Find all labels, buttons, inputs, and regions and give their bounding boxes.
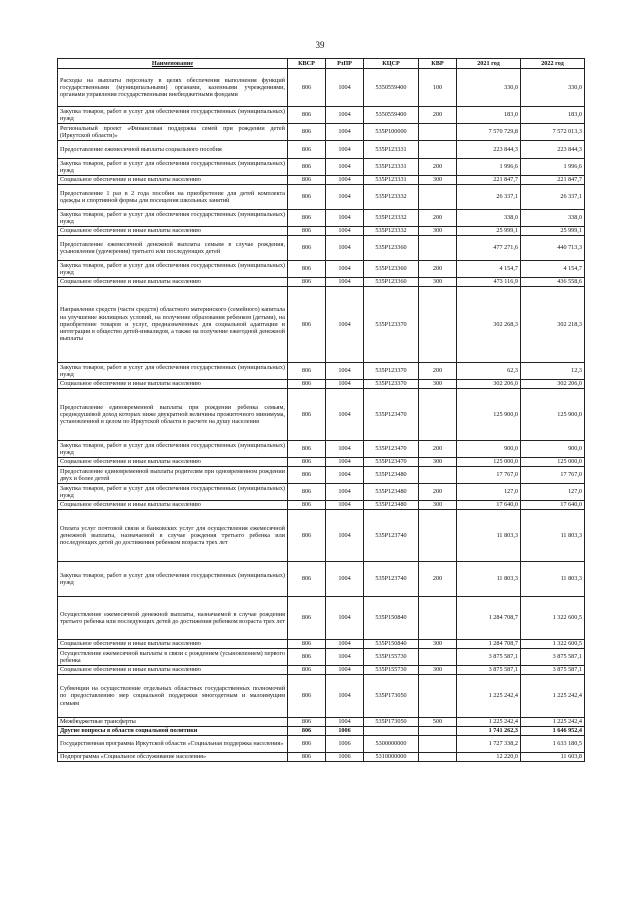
cell-rzpr: 1006 (326, 736, 364, 753)
cell-name: Субвенции на осуществление отдельных областных государственных полномочий по предоставлению мер социальной поддержки многодетным и малоимущим семьям (58, 675, 288, 718)
cell-kcsr: 535P100000 (364, 124, 419, 141)
table-row (58, 501, 585, 510)
cell-2021: 223 844,3 (457, 141, 521, 159)
cell-kvsr: 806 (288, 69, 326, 107)
cell-name: Закупка товаров, работ и услуг для обеспечения государственных (муниципальных) нужд (58, 261, 288, 278)
cell-kvsr: 806 (288, 649, 326, 666)
cell-2021: 62,3 (457, 363, 521, 380)
cell-2021: 12 220,0 (457, 753, 521, 762)
cell-kvr (419, 510, 457, 562)
cell-2021: 4 154,7 (457, 261, 521, 278)
header-year-2021: 2021 год (457, 59, 521, 69)
cell-kvsr: 806 (288, 484, 326, 501)
cell-2021: 7 570 729,8 (457, 124, 521, 141)
cell-2021: 125 000,0 (457, 458, 521, 467)
cell-2022: 440 713,3 (521, 236, 585, 261)
cell-kvsr: 806 (288, 675, 326, 718)
cell-rzpr: 1006 (326, 753, 364, 762)
cell-name: Закупка товаров, работ и услуг для обеспечения государственных (муниципальных) нужд (58, 210, 288, 227)
cell-2021: 125 900,0 (457, 389, 521, 441)
cell-name: Закупка товаров, работ и услуг для обеспечения государственных (муниципальных) нужд (58, 484, 288, 501)
cell-kvsr: 806 (288, 597, 326, 640)
table-row (58, 380, 585, 389)
cell-kvr (419, 287, 457, 363)
cell-name: Социальное обеспечение и иные выплаты населению (58, 227, 288, 236)
cell-name: Социальное обеспечение и иные выплаты населению (58, 380, 288, 389)
cell-rzpr: 1004 (326, 640, 364, 649)
cell-kvr: 300 (419, 278, 457, 287)
cell-2021: 1 225 242,4 (457, 718, 521, 727)
cell-2021: 221 847,7 (457, 176, 521, 185)
cell-kvsr: 806 (288, 185, 326, 210)
cell-kvr: 200 (419, 210, 457, 227)
table-row (58, 287, 585, 363)
table-row (58, 458, 585, 467)
cell-rzpr: 1004 (326, 510, 364, 562)
cell-2021: 3 875 587,1 (457, 649, 521, 666)
cell-2022: 221 847,7 (521, 176, 585, 185)
cell-kvsr: 806 (288, 380, 326, 389)
cell-name: Социальное обеспечение и иные выплаты населению (58, 458, 288, 467)
table-row (58, 753, 585, 762)
cell-kvr: 300 (419, 380, 457, 389)
cell-kcsr: 535P123470 (364, 389, 419, 441)
cell-kvsr: 806 (288, 236, 326, 261)
cell-rzpr: 1004 (326, 210, 364, 227)
cell-2022: 436 558,6 (521, 278, 585, 287)
cell-2022: 127,0 (521, 484, 585, 501)
table-row (58, 261, 585, 278)
header-rzpr: РзПР (326, 59, 364, 69)
cell-kcsr: 5310000000 (364, 753, 419, 762)
cell-name: Закупка товаров, работ и услуг для обеспечения государственных (муниципальных) нужд (58, 107, 288, 124)
cell-name: Межбюджетные трансферты (58, 718, 288, 727)
cell-2021: 183,0 (457, 107, 521, 124)
cell-2021: 302 268,3 (457, 287, 521, 363)
cell-2022: 26 337,1 (521, 185, 585, 210)
table-row (58, 736, 585, 753)
header-kvr: КВР (419, 59, 457, 69)
cell-name: Другие вопросы в области социальной политики (58, 727, 288, 736)
table-row (58, 597, 585, 640)
cell-kcsr: 535P150840 (364, 597, 419, 640)
cell-rzpr: 1004 (326, 124, 364, 141)
cell-2021: 1 727 338,2 (457, 736, 521, 753)
cell-2022: 11 803,3 (521, 510, 585, 562)
cell-rzpr: 1004 (326, 718, 364, 727)
cell-2021: 473 116,9 (457, 278, 521, 287)
cell-2022: 183,0 (521, 107, 585, 124)
cell-2021: 1 284 708,7 (457, 597, 521, 640)
cell-rzpr: 1006 (326, 727, 364, 736)
cell-name: Государственная программа Иркутской области «Социальная поддержка населения» (58, 736, 288, 753)
cell-kvr: 300 (419, 458, 457, 467)
cell-kvr (419, 597, 457, 640)
cell-2022: 1 225 242,4 (521, 675, 585, 718)
budget-table (57, 58, 585, 762)
table-row (58, 227, 585, 236)
cell-name: Направление средств (части средств) областного материнского (семейного) капитала на улучшение жилищных условий, на получение образования ребенком (детьми), на приобретение товаров и услуг, предназначенных для социальной адаптации и интеграции в общество детей-инвалидов, а также на получение ежегодной денежной выплаты (58, 287, 288, 363)
cell-rzpr: 1004 (326, 649, 364, 666)
cell-rzpr: 1004 (326, 389, 364, 441)
cell-2022: 1 322 600,5 (521, 597, 585, 640)
cell-kcsr: 535P123332 (364, 227, 419, 236)
cell-kcsr: 535P123332 (364, 185, 419, 210)
cell-kvsr: 806 (288, 666, 326, 675)
cell-kvsr: 806 (288, 389, 326, 441)
cell-kvr: 300 (419, 666, 457, 675)
cell-name: Социальное обеспечение и иные выплаты населению (58, 501, 288, 510)
cell-name: Закупка товаров, работ и услуг для обеспечения государственных (муниципальных) нужд (58, 441, 288, 458)
cell-name: Закупка товаров, работ и услуг для обеспечения государственных (муниципальных) нужд (58, 562, 288, 597)
cell-kvr (419, 185, 457, 210)
cell-kcsr: 535P155730 (364, 666, 419, 675)
cell-2021: 25 999,1 (457, 227, 521, 236)
cell-kvr: 300 (419, 640, 457, 649)
cell-kvr (419, 124, 457, 141)
cell-kcsr: 535P123740 (364, 562, 419, 597)
cell-rzpr: 1004 (326, 441, 364, 458)
cell-2022: 17 767,0 (521, 467, 585, 484)
cell-2022: 302 206,0 (521, 380, 585, 389)
table-row (58, 185, 585, 210)
cell-2022: 17 640,0 (521, 501, 585, 510)
cell-name: Региональный проект «Финансовая поддержка семей при рождении детей (Иркутской области)» (58, 124, 288, 141)
cell-kvsr: 806 (288, 753, 326, 762)
cell-rzpr: 1004 (326, 107, 364, 124)
cell-kcsr: 535P123331 (364, 176, 419, 185)
cell-kvr: 200 (419, 441, 457, 458)
header-kvsr: КВСР (288, 59, 326, 69)
cell-2021: 17 767,0 (457, 467, 521, 484)
cell-kcsr: 535P123470 (364, 458, 419, 467)
table-row (58, 159, 585, 176)
cell-kvr (419, 389, 457, 441)
table-row (58, 649, 585, 666)
cell-name: Социальное обеспечение и иные выплаты населению (58, 640, 288, 649)
cell-kvsr: 806 (288, 467, 326, 484)
cell-rzpr: 1004 (326, 159, 364, 176)
cell-kvr: 300 (419, 176, 457, 185)
cell-rzpr: 1004 (326, 69, 364, 107)
cell-rzpr: 1004 (326, 380, 364, 389)
cell-2021: 477 271,6 (457, 236, 521, 261)
table-row (58, 236, 585, 261)
cell-kvr: 300 (419, 501, 457, 510)
cell-2022: 1 646 952,4 (521, 727, 585, 736)
cell-kvr: 100 (419, 69, 457, 107)
cell-name: Осуществление ежемесячной выплаты в связи с рождением (усыновлением) первого ребенка (58, 649, 288, 666)
table-row (58, 363, 585, 380)
cell-kvsr: 806 (288, 640, 326, 649)
cell-kvsr: 806 (288, 159, 326, 176)
cell-kvsr: 806 (288, 501, 326, 510)
cell-2022: 1 322 600,5 (521, 640, 585, 649)
cell-2022: 7 572 013,3 (521, 124, 585, 141)
cell-kcsr: 535P123332 (364, 210, 419, 227)
cell-kvr (419, 236, 457, 261)
cell-kvsr: 806 (288, 510, 326, 562)
cell-2021: 3 875 587,1 (457, 666, 521, 675)
cell-rzpr: 1004 (326, 176, 364, 185)
cell-kvr (419, 649, 457, 666)
cell-name: Оплата услуг почтовой связи и банковских услуг для осуществления ежемесячной денежной выплаты, назначаемой в случае рождения третьего ребенка или последующих детей до достижения ребенком возраста трех лет (58, 510, 288, 562)
header-kcsr: КЦСР (364, 59, 419, 69)
table-row (58, 666, 585, 675)
cell-rzpr: 1004 (326, 185, 364, 210)
cell-kvr: 300 (419, 227, 457, 236)
cell-2021: 1 996,6 (457, 159, 521, 176)
cell-kvr (419, 736, 457, 753)
cell-kvsr: 806 (288, 210, 326, 227)
cell-rzpr: 1004 (326, 562, 364, 597)
cell-kcsr: 535P150840 (364, 640, 419, 649)
cell-kvr: 200 (419, 562, 457, 597)
cell-rzpr: 1004 (326, 278, 364, 287)
cell-2022: 900,0 (521, 441, 585, 458)
cell-name: Социальное обеспечение и иные выплаты населению (58, 666, 288, 675)
cell-rzpr: 1004 (326, 467, 364, 484)
table-row (58, 675, 585, 718)
cell-name: Закупка товаров, работ и услуг для обеспечения государственных (муниципальных) нужд (58, 363, 288, 380)
cell-rzpr: 1004 (326, 261, 364, 278)
cell-2021: 127,0 (457, 484, 521, 501)
table-row (58, 441, 585, 458)
cell-2022: 11 603,8 (521, 753, 585, 762)
cell-rzpr: 1004 (326, 458, 364, 467)
table-row (58, 141, 585, 159)
table-row (58, 210, 585, 227)
table-row (58, 562, 585, 597)
cell-2021: 900,0 (457, 441, 521, 458)
table-row (58, 484, 585, 501)
cell-2021: 1 284 708,7 (457, 640, 521, 649)
cell-2021: 338,0 (457, 210, 521, 227)
cell-2021: 1 225 242,4 (457, 675, 521, 718)
cell-kcsr: 5350559400 (364, 107, 419, 124)
cell-name: Предоставление 1 раз в 2 года пособия на приобретение для детей комплекта одежды и спортивной формы для посещения школьных занятий (58, 185, 288, 210)
cell-2022: 1 996,6 (521, 159, 585, 176)
cell-rzpr: 1004 (326, 141, 364, 159)
cell-2022: 3 875 587,1 (521, 666, 585, 675)
table-row (58, 467, 585, 484)
table-row (58, 389, 585, 441)
cell-name: Социальное обеспечение и иные выплаты населению (58, 176, 288, 185)
cell-kcsr: 535P123331 (364, 141, 419, 159)
cell-rzpr: 1004 (326, 363, 364, 380)
cell-kcsr: 535P123480 (364, 467, 419, 484)
cell-kvr (419, 753, 457, 762)
cell-2022: 330,0 (521, 69, 585, 107)
cell-2022: 125 000,0 (521, 458, 585, 467)
cell-kvr (419, 467, 457, 484)
cell-2022: 11 803,3 (521, 562, 585, 597)
cell-kvsr: 806 (288, 287, 326, 363)
cell-kcsr: 535P123360 (364, 278, 419, 287)
cell-kcsr: 535P123470 (364, 441, 419, 458)
cell-2021: 330,0 (457, 69, 521, 107)
cell-kvr (419, 675, 457, 718)
cell-rzpr: 1004 (326, 484, 364, 501)
cell-kvr: 200 (419, 363, 457, 380)
cell-name: Предоставление ежемесячной выплаты социального пособия (58, 141, 288, 159)
cell-kvsr: 806 (288, 176, 326, 185)
cell-kcsr: 5350559400 (364, 69, 419, 107)
cell-2021: 17 640,0 (457, 501, 521, 510)
cell-2022: 338,0 (521, 210, 585, 227)
cell-2022: 4 154,7 (521, 261, 585, 278)
cell-rzpr: 1004 (326, 236, 364, 261)
cell-rzpr: 1004 (326, 675, 364, 718)
cell-2022: 223 844,3 (521, 141, 585, 159)
cell-rzpr: 1004 (326, 501, 364, 510)
table-row (58, 278, 585, 287)
cell-kvsr: 806 (288, 562, 326, 597)
cell-kvsr: 806 (288, 363, 326, 380)
table-row (58, 107, 585, 124)
cell-kcsr: 535P173050 (364, 718, 419, 727)
cell-2022: 1 225 242,4 (521, 718, 585, 727)
cell-kcsr: 535P173050 (364, 675, 419, 718)
cell-kvr: 200 (419, 159, 457, 176)
cell-2022: 1 633 180,5 (521, 736, 585, 753)
cell-kvr (419, 141, 457, 159)
cell-kvsr: 806 (288, 718, 326, 727)
cell-kvr: 200 (419, 107, 457, 124)
cell-kcsr: 535P123370 (364, 287, 419, 363)
table-row (58, 124, 585, 141)
cell-2021: 302 206,0 (457, 380, 521, 389)
cell-name: Предоставление ежемесячной денежной выплаты семьям в случае рождения, усыновления (удочерения) третьего или последующих детей (58, 236, 288, 261)
header-name: Наименование (58, 59, 288, 69)
cell-kcsr: 535P155730 (364, 649, 419, 666)
cell-2021: 1 741 262,3 (457, 727, 521, 736)
cell-2021: 11 803,3 (457, 510, 521, 562)
cell-kvr (419, 727, 457, 736)
cell-kcsr: 535P123360 (364, 236, 419, 261)
cell-kcsr: 535P123480 (364, 501, 419, 510)
cell-name: Социальное обеспечение и иные выплаты населению (58, 278, 288, 287)
cell-2021: 11 803,3 (457, 562, 521, 597)
cell-kcsr: 535P123360 (364, 261, 419, 278)
cell-rzpr: 1004 (326, 287, 364, 363)
cell-name: Закупка товаров, работ и услуг для обеспечения государственных (муниципальных) нужд (58, 159, 288, 176)
cell-kvsr: 806 (288, 441, 326, 458)
cell-name: Расходы на выплаты персоналу в целях обеспечения выполнения функций государственными (муниципальными) органами, казенными учреждениями, органами управления государственными внебюджетными фондами (58, 69, 288, 107)
cell-kvr: 200 (419, 261, 457, 278)
cell-2022: 125 900,0 (521, 389, 585, 441)
cell-kcsr: 5300000000 (364, 736, 419, 753)
cell-kvsr: 806 (288, 458, 326, 467)
table-row (58, 640, 585, 649)
cell-rzpr: 1004 (326, 597, 364, 640)
cell-kvsr: 806 (288, 141, 326, 159)
cell-2022: 25 999,1 (521, 227, 585, 236)
header-year-2022: 2022 год (521, 59, 585, 69)
table-row (58, 176, 585, 185)
cell-kvsr: 806 (288, 261, 326, 278)
cell-2021: 26 337,1 (457, 185, 521, 210)
cell-kcsr: 535P123331 (364, 159, 419, 176)
cell-kvsr: 806 (288, 278, 326, 287)
cell-2022: 3 875 587,1 (521, 649, 585, 666)
cell-name: Предоставление единовременной выплаты при рождении ребенка семьям, среднедушевой доход которых ниже двукратной величины прожиточного минимума, установленной в целом по Иркутской области в расчете на душу населения (58, 389, 288, 441)
cell-kcsr: 535P123370 (364, 380, 419, 389)
cell-kvsr: 806 (288, 124, 326, 141)
cell-2022: 302 218,3 (521, 287, 585, 363)
cell-kvsr: 806 (288, 736, 326, 753)
table-body (58, 69, 585, 762)
cell-kvsr: 806 (288, 107, 326, 124)
cell-kvsr: 806 (288, 227, 326, 236)
cell-kcsr: 535P123370 (364, 363, 419, 380)
cell-name: Подпрограмма «Социальное обслуживание населения» (58, 753, 288, 762)
cell-name: Предоставление единовременной выплаты родителям при одновременном рождении двух и более детей (58, 467, 288, 484)
table-row (58, 718, 585, 727)
table-row (58, 69, 585, 107)
cell-kcsr: 535P123480 (364, 484, 419, 501)
cell-kcsr: 535P123740 (364, 510, 419, 562)
cell-kvr: 200 (419, 484, 457, 501)
cell-kcsr (364, 727, 419, 736)
table-header (58, 59, 585, 69)
cell-rzpr: 1004 (326, 227, 364, 236)
table-row (58, 727, 585, 736)
cell-2022: 12,3 (521, 363, 585, 380)
cell-kvsr: 806 (288, 727, 326, 736)
page-number: 39 (315, 40, 325, 50)
cell-kvr: 500 (419, 718, 457, 727)
cell-rzpr: 1004 (326, 666, 364, 675)
table-row (58, 510, 585, 562)
cell-name: Осуществление ежемесячной денежной выплаты, назначаемой в случае рождения третьего ребенка или последующих детей до достижения ребенком возраста трех лет (58, 597, 288, 640)
